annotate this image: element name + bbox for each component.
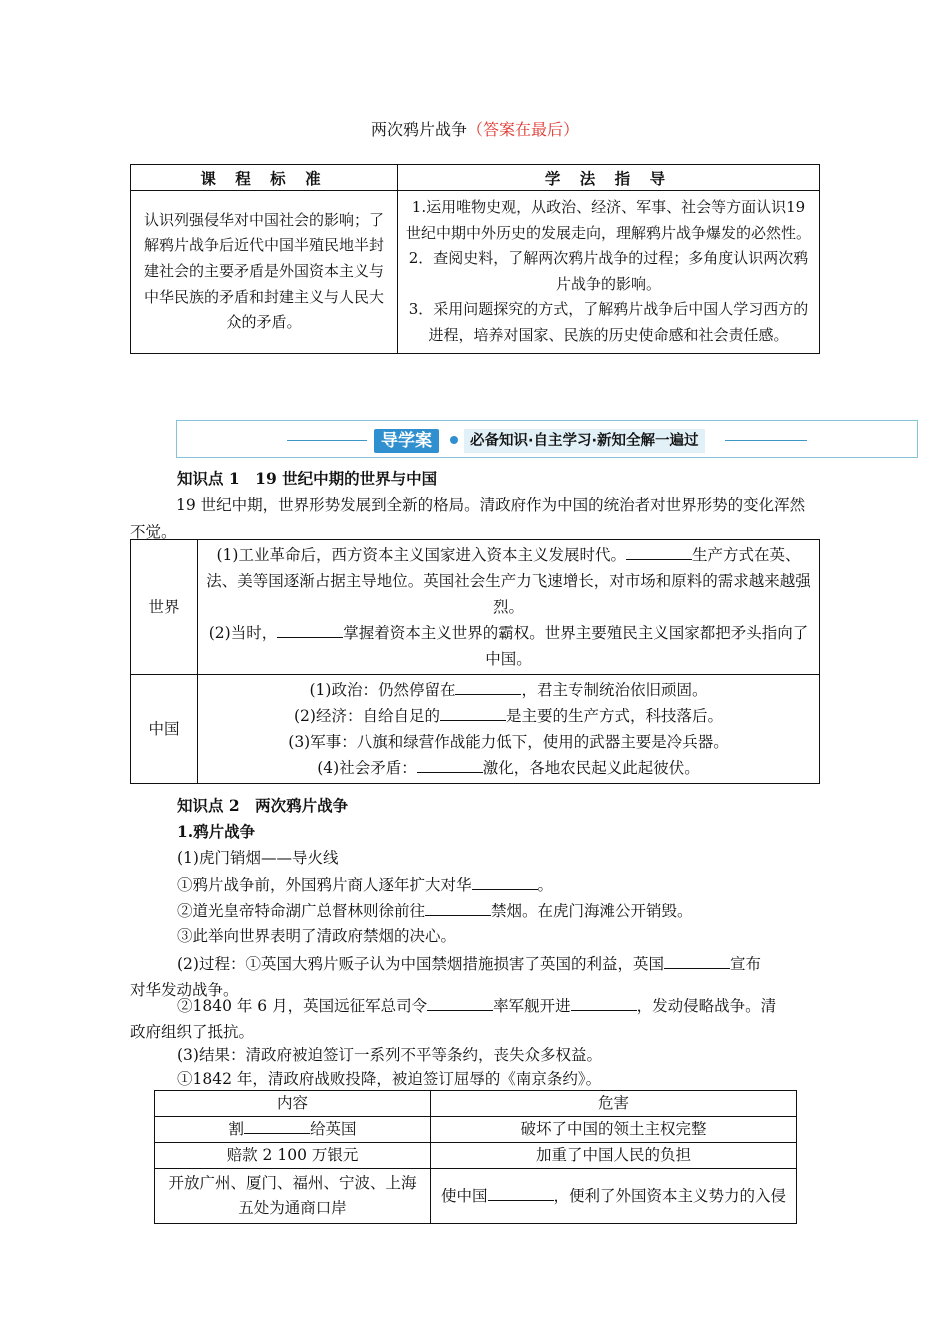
kp2-s5-cont: 对华发动战争。 [130,981,239,999]
kp2-s2: ①鸦片战争前，外国鸦片商人逐年扩大对华 。 [177,873,553,896]
kp1-heading: 知识点 1 19 世纪中期的世界与中国 [177,469,438,488]
guide-2: 2．查阅史料，了解两次鸦片战争的过程；多角度认识两次鸦片战争的影响。 [408,249,809,293]
row2-harm: 加重了中国人民的负担 [431,1143,797,1169]
world-label: 世界 [131,540,198,675]
kp2-s8: ①1842 年，清政府战败投降，被迫签订屈辱的《南京条约》。 [177,1070,602,1088]
kp2-s7: (3)结果：清政府被迫签订一系列不平等条约，丧失众多权益。 [177,1046,602,1064]
row3-content: 开放广州、厦门、福州、宁波、上海五处为通商口岸 [155,1169,431,1224]
kp2-s4: ③此举向世界表明了清政府禁烟的决心。 [177,927,457,945]
kp1-intro: 19 世纪中期，世界形势发展到全新的格局。清政府作为中国的统治者对世界形势的变化浑然不觉。 [130,496,806,541]
kp2-s6-cont: 政府组织了抵抗。 [130,1023,255,1041]
header-guide: 学 法 指 导 [398,165,820,191]
kp2-s6: ②1840 年 6 月，英国远征军总司令 率军舰开进 ，发动侵略战争。清 [177,994,776,1017]
standard-text: 认识列强侵华对中国社会的影响；了解鸦片战争后近代中国半殖民地半封建社会的主要矛盾是外国资本主义与中华民族的矛盾和封建主义与人民大众的矛盾。 [131,191,398,354]
header-content: 内容 [155,1091,431,1117]
kp2-s5: (2)过程：①英国大鸦片贩子认为中国禁烟措施损害了英国的利益，英国 宣布 [177,952,761,975]
guide-cell [398,191,820,354]
world-china-table [130,539,820,784]
treaty-table [154,1090,797,1224]
banner-subtitle: 必备知识·自主学习·新知全解一遍过 [464,429,705,453]
banner-tag: 导学案 [374,429,439,453]
row3-harm: 使中国 ，便利了外国资本主义势力的入侵 [431,1169,797,1224]
china-content [198,675,820,784]
banner-line-left [287,440,367,441]
china-label: 中国 [131,675,198,784]
world-p2: (2)当时， 掌握着资本主义世界的霸权。世界主要殖民主义国家都把矛头指向了中国。 [204,620,813,672]
kp2-sub1: 1.鸦片战争 [177,822,256,841]
china-l4: (4)社会矛盾： 激化，各地农民起义此起彼伏。 [204,755,813,781]
header-standard: 课 程 标 准 [131,165,398,191]
world-content [198,540,820,675]
section-banner [176,420,918,458]
page-title: 两次鸦片战争（答案在最后） [370,120,580,139]
dot-icon [450,436,458,444]
kp2-s3: ②道光皇帝特命湖广总督林则徐前往 禁烟。在虎门海滩公开销毁。 [177,899,693,922]
kp2-heading: 知识点 2 两次鸦片战争 [177,796,349,815]
row2-content: 赔款 2 100 万银元 [155,1143,431,1169]
standards-table [130,164,820,354]
answer-note: （答案在最后） [467,120,580,139]
kp2-s1: (1)虎门销烟——导火线 [177,849,339,867]
china-l2: (2)经济：自给自足的 是主要的生产方式，科技落后。 [204,703,813,729]
guide-1: 1.运用唯物史观，从政治、经济、军事、社会等方面认识19世纪中期中外历史的发展走向，理解鸦片战争爆发的必然性。 [406,198,812,242]
guide-3: 3．采用问题探究的方式，了解鸦片战争后中国人学习西方的进程，培养对国家、民族的历史使命感和社会责任感。 [408,300,809,344]
row1-harm: 破坏了中国的领土主权完整 [431,1117,797,1143]
china-l1: (1)政治：仍然停留在 ，君主专制统治依旧顽固。 [204,677,813,703]
row1-content: 割 给英国 [155,1117,431,1143]
china-l3: (3)军事：八旗和绿营作战能力低下，使用的武器主要是冷兵器。 [288,733,729,751]
header-harm: 危害 [431,1091,797,1117]
banner-line-right [725,440,807,441]
world-p1: (1)工业革命后，西方资本主义国家进入资本主义发展时代。 生产方式在英、法、美等国逐渐占据主导地位。英国社会生产力飞速增长，对市场和原料的需求越来越强烈。 [204,542,813,620]
